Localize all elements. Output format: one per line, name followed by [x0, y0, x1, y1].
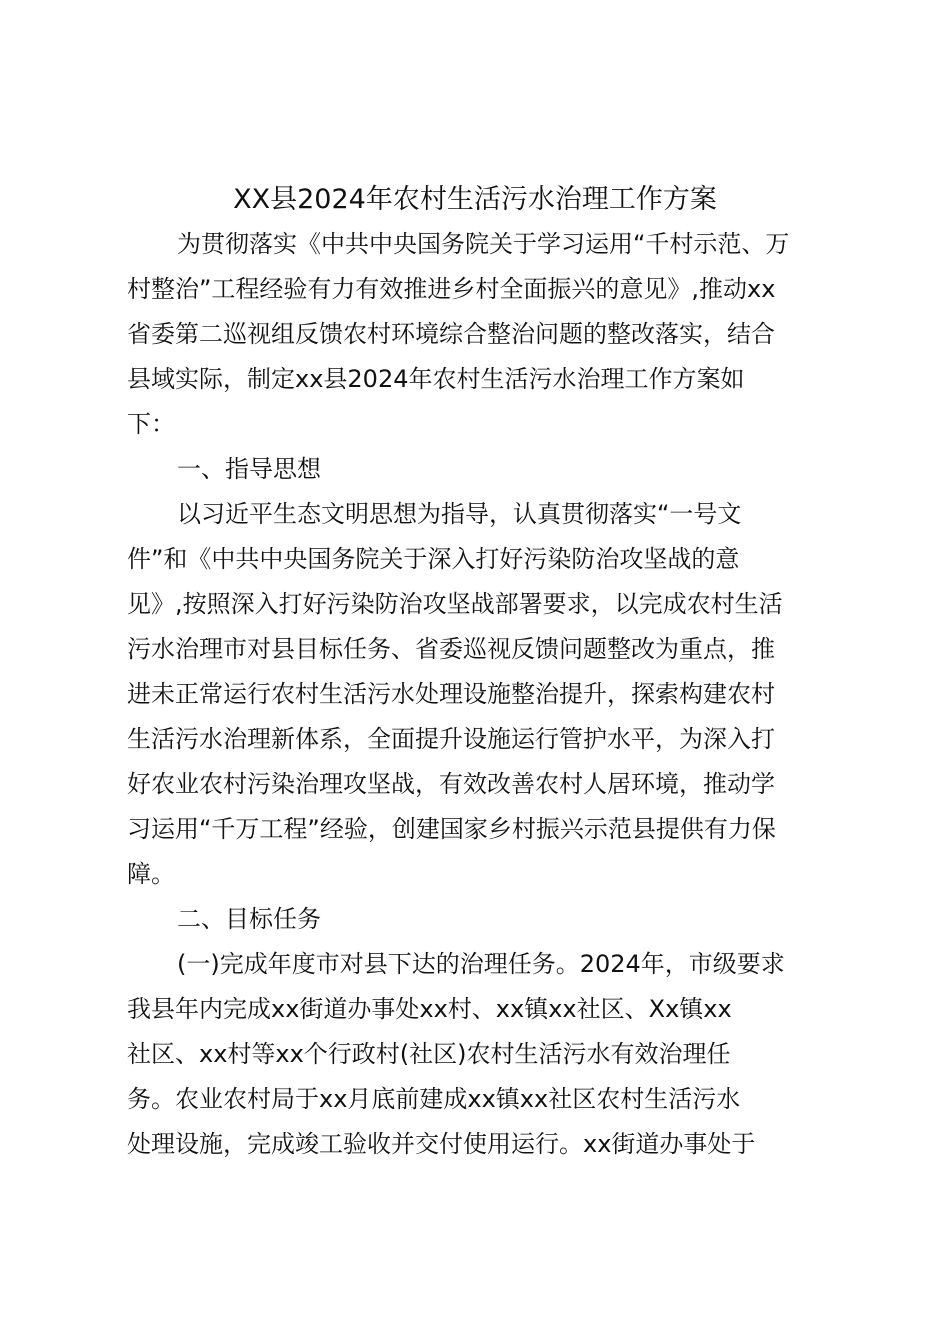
- text-line: 下：: [127, 410, 175, 438]
- text-line: 村整治”工程经验有力有效推进乡村全面振兴的意见》,推动xx: [127, 275, 776, 303]
- text-line: 污水治理市对县目标任务、省委巡视反馈问题整改为重点，推: [127, 635, 775, 663]
- text-line: 好农业农村污染治理攻坚战，有效改善农村人居环境，推动学: [127, 770, 775, 798]
- text-line: (一)完成年度市对县下达的治理任务。2024年，市级要求: [177, 950, 785, 978]
- text-line: 为贯彻落实《中共中央国务院关于学习运用“千村示范、万: [177, 230, 790, 258]
- section-heading-target-tasks: [127, 897, 827, 942]
- text-line: 见》,按照深入打好污染防治攻坚战部署要求，以完成农村生活: [127, 590, 783, 618]
- text-line: 社区、xx村等xx个行政村(社区)农村生活污水有效治理任: [127, 1040, 731, 1068]
- text-line: 务。农业农村局于xx月底前建成xx镇xx社区农村生活污水: [127, 1085, 741, 1113]
- text-line: 处理设施，完成竣工验收并交付使用运行。xx街道办事处于: [127, 1130, 756, 1158]
- guiding-ideology-paragraph: [127, 492, 827, 897]
- text-line: 生活污水治理新体系，全面提升设施运行管护水平，为深入打: [127, 725, 775, 753]
- text-line: 进未正常运行农村生活污水处理设施整治提升，探索构建农村: [127, 680, 775, 708]
- text-line: 县域实际，制定xx县2024年农村生活污水治理工作方案如: [127, 365, 745, 393]
- text-line: 二、目标任务: [177, 905, 321, 933]
- intro-paragraph: [127, 222, 827, 447]
- section-heading-guiding-ideology: [127, 447, 827, 492]
- target-tasks-paragraph: [127, 942, 827, 1167]
- text-line: 省委第二巡视组反馈农村环境综合整治问题的整改落实，结合: [127, 320, 775, 348]
- text-line: 障。: [127, 860, 175, 888]
- text-line: 我县年内完成xx街道办事处xx村、xx镇xx社区、Xx镇xx: [127, 995, 732, 1023]
- text-line: 件”和《中共中央国务院关于深入打好污染防治攻坚战的意: [127, 545, 740, 573]
- text-line: 一、指导思想: [177, 455, 321, 483]
- document-body: [127, 222, 827, 1167]
- document-title: XX县2024年农村生活污水治理工作方案: [233, 184, 717, 215]
- text-line: 习运用“千万工程”经验，创建国家乡村振兴示范县提供有力保: [127, 815, 776, 843]
- text-line: 以习近平生态文明思想为指导，认真贯彻落实“一号文: [177, 500, 742, 528]
